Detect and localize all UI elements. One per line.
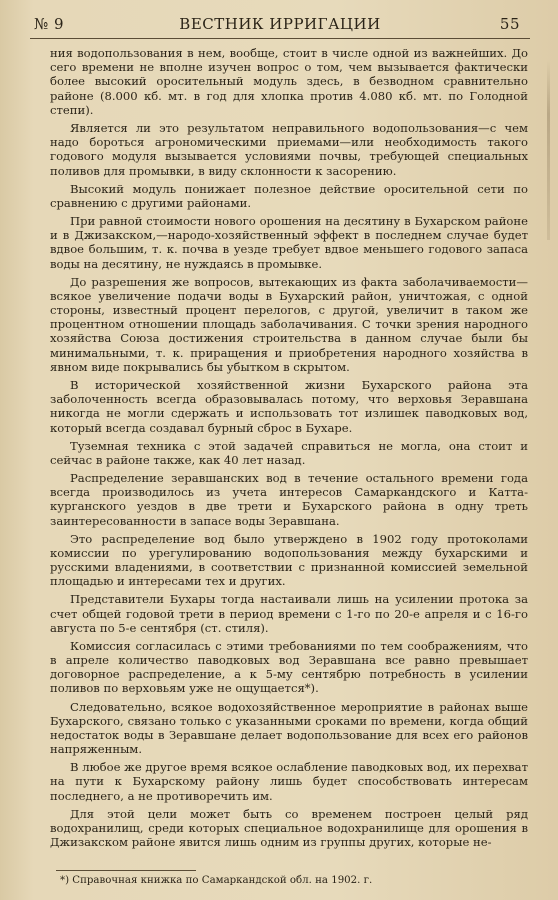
running-header <box>30 12 530 39</box>
paragraph: До разрешения же вопросов, вытекающих из факта заболачиваемости—всякое увеличение подачи воды в Бухарский район, уничтожая, с одной стороны, известный процент перелогов, с другой, увеличит в таком же процентном отношении площадь заболачивания. С точки зрения народного хозяйства Союза достижения строительства в данном случае были бы минимальными, т. к. приращения и приобретения народного хозяйства в явном виде покрывались бы убытком в скрытом. <box>50 274 528 374</box>
paragraph: В исторической хозяйственной жизни Бухарского района эта заболоченность всегда образовывалась потому, что верховья Зеравшана никогда не могли сдержать и использовать тот излишек паводковых вод, который всегда создавал бурный сброс в Бухаре. <box>50 377 528 435</box>
footnote: *) Справочная книжка по Самаркандской обл. на 1902. г. <box>60 875 373 886</box>
paragraph: При равной стоимости нового орошения на десятину в Бухарском районе и в Джизакском,—народо-хозяйственный эффект в последнем случае будет вдвое большим, т. к. почва в уезде требует вдвое меньшего годового запаса воды на десятину, не нуждаясь в промывке. <box>50 213 528 271</box>
paragraph: Следовательно, всякое водохозяйственное мероприятие в районах выше Бухарского, связано только с указанными сроками по времени, когда общий недостаток воды в Зеравшане делает водопользование для всех его районов напряженным. <box>50 699 528 757</box>
paragraph: Является ли это результатом неправильного водопользования—с чем надо бороться агрономическими приемами—или необходимость такого годового модуля вызывается условиями почвы, требующей специальных поливов для промывки, в виду склонности к засорению. <box>50 120 528 178</box>
paragraph: Для этой цели может быть со временем построен целый ряд водохранилищ, среди которых специальное водохранилище для орошения в Джизакском районе явится лишь одним из группы других, которые не- <box>50 806 528 850</box>
paragraph: Высокий модуль понижает полезное действие оросительной сети по сравнению с другими районами. <box>50 181 528 210</box>
issue-number: № 9 <box>34 15 65 33</box>
pencil-margin-mark <box>547 60 550 240</box>
paragraph: ния водопользования в нем, вообще, стоит в числе одной из важнейших. До сего времени не вполне изучен вопрос о том, чем вызывается фактически более высокий оросительный модуль здесь, в безводном сравнительно районе (8.000 кб. мт. в год для хлопка против 4.080 кб. мт. по Голодной степи). <box>50 46 528 117</box>
paragraph: Представители Бухары тогда настаивали лишь на усилении протока за счет общей годовой трети в период времени с 1-го по 20-е апреля и с 16-го августа по 5-е сентября (ст. стиля). <box>50 592 528 635</box>
paragraph: В любое же другое время всякое ослабление паводковых вод, их перехват на пути к Бухарскому району лишь будет способствовать интересам последнего, а не противоречить им. <box>50 760 528 803</box>
paragraph: Это распределение вод было утверждено в 1902 году протоколами комиссии по урегулированию водопользования между бухарскими и русскими владениями, в соответствии с признанной комиссией земельной площадью и интересами тех и других. <box>50 531 528 589</box>
footnote-rule <box>56 870 196 871</box>
paragraph: Распределение зеравшанских вод в течение остального времени года всегда производилось из учета интересов Самаркандского и Катта-курганского уездов в две трети и Бухарского района в одну треть заинтересованности в запасе воды Зеравшана. <box>50 470 528 528</box>
journal-title: ВЕСТНИК ИРРИГАЦИИ <box>179 15 381 33</box>
paragraph: Туземная техника с этой задачей справиться не могла, она стоит и сейчас в районе также, как 40 лет назад. <box>50 438 528 467</box>
page-number: 55 <box>499 15 520 33</box>
body-text <box>50 46 528 853</box>
paragraph: Комиссия согласилась с этими требованиями по тем соображениям, что в апреле количество паводковых вод Зеравшана все равно превышает договорное распределение, а к 5-му сентябрю потребность в усилении поливов по верховьям уже не ощущается*). <box>50 638 528 696</box>
